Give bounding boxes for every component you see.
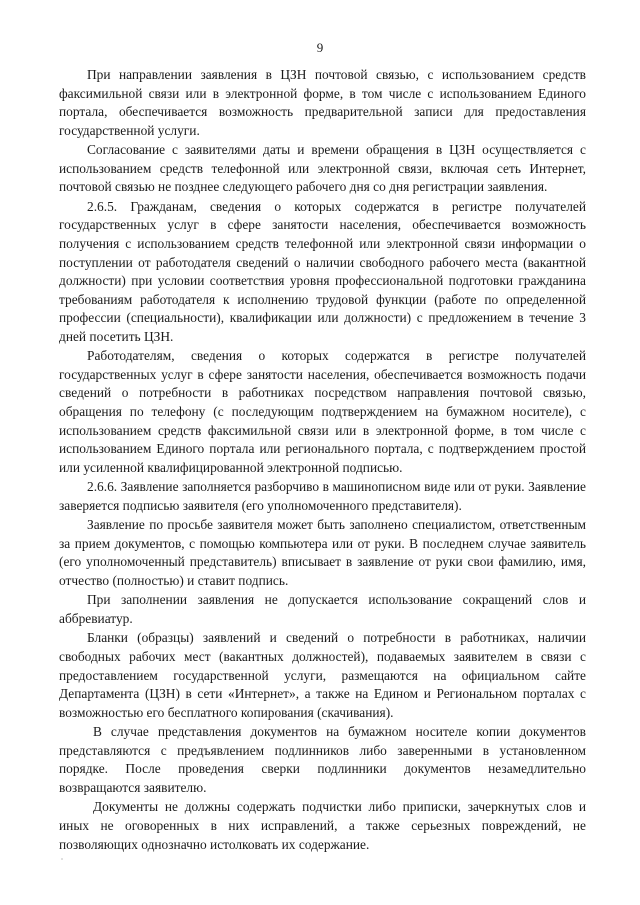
paragraph-document-requirements: Документы не должны содержать подчистки либо приписки, зачеркнутых слов и иных не оговоренных в них исправлений, а также серьезных повреждений, не позволяющих однозначно истолковать их содержание. [59, 799, 586, 852]
paragraph-preliminary-registration: При направлении заявления в ЦЗН почтовой связью, с использованием средств факсимильной связи или в электронной форме, в том числе с использованием Единого портала, обеспечивается возможность предварительной записи для предоставления государственной услуги. [59, 67, 586, 138]
page-number: 9 [316, 40, 324, 55]
paragraph-2-6-6-application-filling: 2.6.6. Заявление заполняется разборчиво в машинописном виде или от руки. Заявление заверяется подписью заявителя (его уполномоченного представителя). [59, 479, 586, 513]
paragraph-scheduling-agreement: Согласование с заявителями даты и времени обращения в ЦЗН осуществляется с использованием средств телефонной или электронной связи, включая сеть Интернет, почтовой связью не позднее следующего рабочего дня со дня регистрации заявления. [59, 142, 586, 195]
paragraph-paper-copies: В случае представления документов на бумажном носителе копии документов представляются с предъявлением подлинников либо заверенными в установленном порядке. После проведения сверки подлинники документов незамедлительно возвращаются заявителю. [59, 724, 586, 795]
paragraph-filled-by-specialist: Заявление по просьбе заявителя может быть заполнено специалистом, ответственным за прием документов, с помощью компьютера или от руки. В последнем случае заявитель (его уполномоченный представитель) вписывает в заявление от руки свои фамилию, имя, отчество (полностью) и ставит подпись. [59, 517, 586, 589]
paragraph-employers: Работодателям, сведения о которых содержатся в регистре получателей государственных услуг в сфере занятости населения, обеспечивается возможность подачи сведений о потребности в работниках посредством направления почтовой связью, обращения по телефону (с последующим подтверждением на бумажном носителе), с использованием средств факсимильной связи или в электронной форме, в том числе с использованием Единого портала или регионального портала, с подтверждением простой или усиленной квалифицированной электронной подписью. [59, 348, 586, 475]
scan-speck [61, 858, 63, 860]
paragraph-2-6-5-citizens: 2.6.5. Гражданам, сведения о которых содержатся в регистре получателей государственных услуг в сфере занятости населения, обеспечивается возможность получения с использованием средств телефонной или электронной связи информации о поступлении от работодателя сведений о наличии свободного рабочего места (вакантной должности) при условии соответствия уровня профессиональной подготовки гражданина требованиям работодателя к исполнению трудовой функции (работе по определенной профессии (специальности), квалификации или должности) с предложением в течение 3 дней посетить ЦЗН. [59, 198, 586, 344]
paragraph-form-templates: Бланки (образцы) заявлений и сведений о потребности в работниках, наличии свободных рабочих мест (вакантных должностей), подаваемых заявителем в связи с предоставлением государственной услуги, размещаются на официальном сайте Департамента (ЦЗН) в сети «Интернет», а также на Едином и Региональном порталах с возможностью его бесплатного копирования (скачивания). [59, 630, 586, 720]
document-body [59, 66, 586, 854]
paragraph-no-abbreviations: При заполнении заявления не допускается использование сокращений слов и аббревиатур. [59, 592, 586, 626]
